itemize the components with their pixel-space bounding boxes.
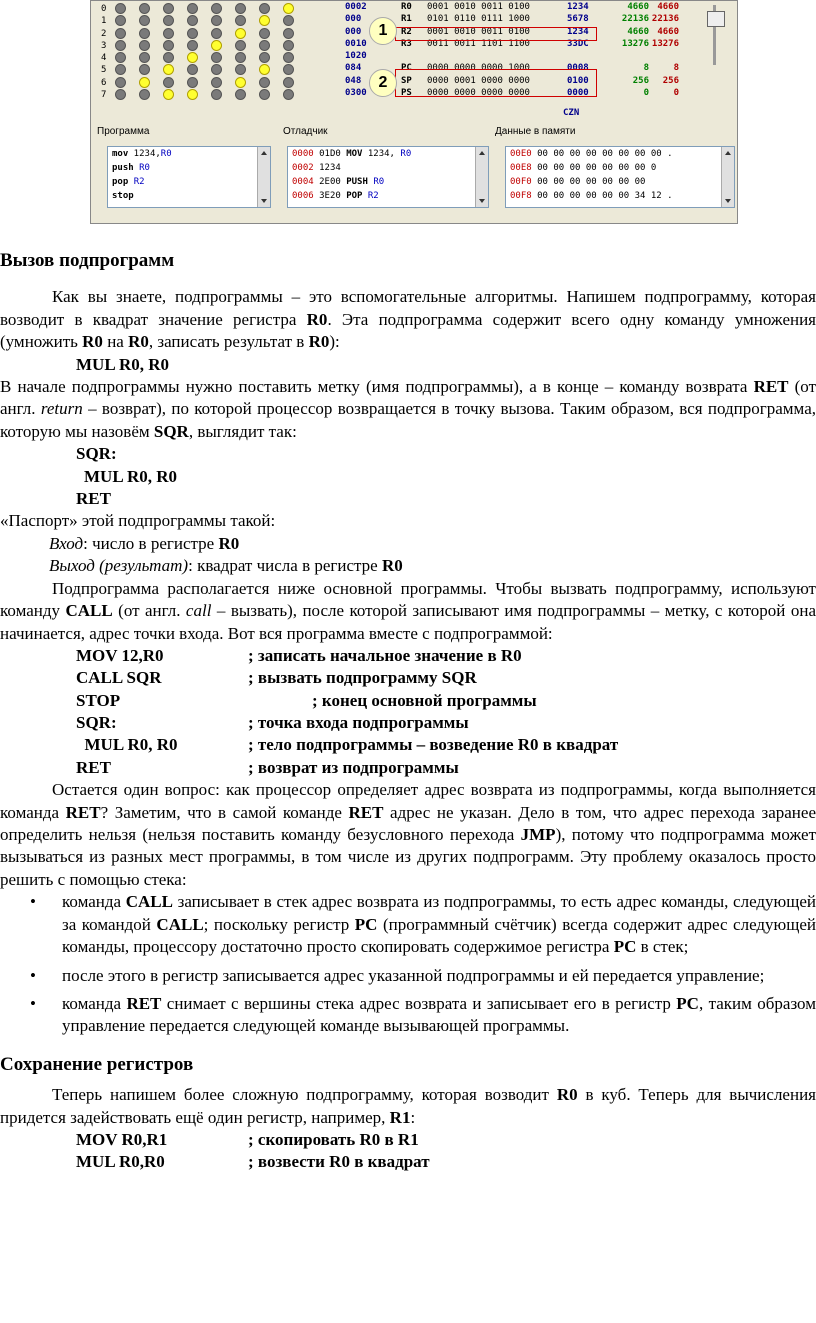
paragraph-5: Остается один вопрос: как процессор определяет адрес возврата из подпрограммы, когда выполняется команда RET? Заметим, что в самой команде RET адрес не указан. Дело в том, что адрес перехода заранее определить нельзя (нельзя поставить команду безусловного перехода JMP), потому что подпрограмма может вызываться из разных мест программы, в том числе из других подпрограмм. Эту проблему оказалось просто решить с помощью стека: — [0, 780, 816, 889]
memory-row-address: 00E8 — [510, 163, 532, 173]
memory-bytes: 00 00 00 00 00 00 00 0 — [531, 163, 657, 173]
led — [235, 28, 246, 39]
memory-address: 0010 — [345, 38, 367, 49]
debugger-scrollbar[interactable] — [475, 147, 488, 207]
led — [163, 40, 174, 51]
register-operand: R0 — [160, 149, 172, 159]
register-signed: 8 — [673, 63, 679, 74]
listing-instruction: SQR: — [76, 713, 117, 733]
led — [139, 89, 150, 100]
led — [139, 15, 150, 26]
led — [259, 40, 270, 51]
bullet-item — [0, 993, 816, 1038]
register-binary: 0000 0000 0000 0000 — [427, 88, 530, 99]
badge-2: 2 — [369, 69, 397, 97]
machine-code: 1234 — [313, 163, 341, 173]
led — [259, 28, 270, 39]
memory-bytes: 00 00 00 00 00 00 00 00 . — [531, 149, 673, 159]
led — [187, 52, 198, 63]
led — [235, 40, 246, 51]
led — [259, 89, 270, 100]
register-signed: 4660 — [657, 26, 679, 37]
code-line-sqr: SQR: — [76, 444, 117, 464]
led-row — [101, 77, 305, 89]
led — [259, 64, 270, 75]
debugger-label: Отладчик — [283, 126, 328, 137]
led — [163, 64, 174, 75]
program-line — [108, 161, 270, 175]
debugger-line — [288, 175, 488, 189]
bullet-list — [0, 891, 816, 1037]
register-binary: 0001 0010 0011 0100 — [427, 26, 530, 37]
bullet-text: команда — [62, 993, 127, 1013]
heading-save-registers: Сохранение регистров — [0, 1053, 194, 1075]
listing-instruction: RET — [76, 757, 111, 777]
memory-bytes: 00 00 00 00 00 00 34 12 . — [531, 191, 673, 201]
program-scrollbar[interactable] — [257, 147, 270, 207]
highlight-r2 — [395, 27, 597, 41]
register-operand: R0 — [139, 163, 150, 173]
led-row — [101, 89, 305, 101]
memory-line — [506, 175, 734, 189]
machine-code: 2E00 — [313, 177, 347, 187]
memory-line — [506, 147, 734, 161]
highlight-pc-sp — [395, 69, 597, 97]
led-row-number: 0 — [101, 4, 107, 14]
register-hex: 1234 — [567, 26, 589, 37]
led-row — [101, 40, 305, 52]
flags-label: CZN — [563, 108, 580, 118]
simulator-window — [90, 0, 738, 224]
led-row — [101, 64, 305, 76]
badge-1: 1 — [369, 17, 397, 45]
register-name: R2 — [401, 26, 412, 37]
led-row-number: 2 — [101, 28, 107, 39]
led — [283, 89, 294, 100]
heading-subroutines: Вызов подпрограмм — [0, 250, 175, 271]
led-row — [101, 28, 305, 40]
program-label: Программа — [97, 126, 150, 137]
debugger-line — [288, 147, 488, 161]
led — [283, 3, 294, 14]
listing-comment: ; возврат из подпрограммы — [248, 757, 459, 777]
register-signed: 256 — [662, 75, 679, 86]
code-line-mul: MUL R0, R0 — [76, 354, 170, 374]
paragraph-2: В начале подпрограммы нужно поставить метку (имя подпрограммы), а в конце – команду возврата RET (от англ. return – возврат), по которой процессор возвращается в точку вызова. Таким образом, вся подпрограмма, которую мы назовём SQR, выглядит так: — [0, 377, 816, 441]
memory-row-address: 00F0 — [510, 177, 532, 187]
register-hex: 33DC — [567, 38, 589, 49]
led-row-number: 4 — [101, 53, 107, 64]
led — [163, 52, 174, 63]
led — [283, 28, 294, 39]
register-decimal: 256 — [632, 75, 649, 86]
bullet-text: , таким образом управление передается следующей команде вызывающей программы. — [62, 993, 816, 1036]
bullet-text: ; поскольку регистр — [203, 914, 355, 934]
memory-scrollbar[interactable] — [721, 147, 734, 207]
slider-thumb[interactable] — [707, 11, 725, 27]
bullet-text: CALL — [156, 914, 204, 934]
led — [139, 28, 150, 39]
instruction: mov — [112, 149, 129, 159]
led — [211, 52, 222, 63]
input-spec: Вход: число в регистре R0 — [49, 533, 240, 553]
led — [211, 3, 222, 14]
register-decimal: 8 — [643, 63, 649, 74]
led — [283, 64, 294, 75]
led — [187, 40, 198, 51]
led — [259, 3, 270, 14]
led — [235, 15, 246, 26]
debugger-pane[interactable] — [287, 146, 489, 208]
led — [211, 28, 222, 39]
bullet-icon: • — [30, 965, 36, 985]
memory-bytes: 00 00 00 00 00 00 00 — [531, 177, 646, 187]
debug-address: 0004 — [292, 177, 314, 187]
operand: 1234, — [128, 149, 161, 159]
machine-code: 3E20 — [313, 191, 347, 201]
speed-slider[interactable] — [705, 5, 725, 65]
led — [211, 15, 222, 26]
led-row — [101, 3, 305, 15]
mnemonic: PUSH — [346, 177, 368, 187]
debug-address: 0000 — [292, 149, 314, 159]
instruction: stop — [112, 191, 134, 201]
led — [139, 3, 150, 14]
memory-address: 0300 — [345, 88, 367, 99]
led — [115, 3, 126, 14]
led — [211, 64, 222, 75]
program-listing-1 — [0, 645, 816, 779]
register-decimal: 4660 — [627, 26, 649, 37]
memory-address: 000 — [345, 14, 362, 25]
memory-pane[interactable] — [505, 146, 735, 208]
program-editor[interactable] — [107, 146, 271, 208]
led — [187, 64, 198, 75]
led — [139, 64, 150, 75]
led — [211, 89, 222, 100]
memory-row-address: 00F8 — [510, 191, 532, 201]
register-signed: 22136 — [651, 14, 679, 25]
led — [115, 89, 126, 100]
listing-instruction: STOP — [76, 690, 121, 710]
register-signed: 13276 — [651, 38, 679, 49]
memory-row-address: 00E0 — [510, 149, 532, 159]
led — [235, 77, 246, 88]
bullet-icon: • — [30, 993, 36, 1013]
listing-row — [76, 690, 816, 712]
led — [163, 28, 174, 39]
memory-label: Данные в памяти — [495, 126, 576, 137]
program-line — [108, 175, 270, 189]
code-line-mul2: MUL R0, R0 — [84, 466, 178, 486]
register-decimal: 13276 — [621, 38, 649, 49]
led-row-number: 5 — [101, 65, 107, 76]
machine-code: 01D0 — [313, 149, 347, 159]
led — [163, 77, 174, 88]
led — [187, 77, 198, 88]
led — [115, 52, 126, 63]
mnemonic: MOV — [346, 149, 363, 159]
led — [235, 64, 246, 75]
led — [187, 28, 198, 39]
register-name: R3 — [401, 38, 412, 49]
bullet-text: CALL — [125, 892, 173, 912]
listing-instruction: MOV 12,R0 — [76, 645, 164, 665]
register-hex: 5678 — [567, 14, 589, 25]
bullet-item — [0, 891, 816, 958]
listing-row — [76, 712, 816, 734]
operand: 1234, — [362, 149, 401, 159]
register-name: R0 — [401, 2, 412, 12]
bullet-item — [0, 965, 816, 987]
register-binary: 0101 0110 0111 1000 — [427, 14, 530, 25]
memory-line — [506, 189, 734, 203]
led-row-number: 6 — [101, 77, 107, 88]
listing-comment: ; конец основной программы — [312, 690, 537, 710]
memory-address: 000 — [345, 26, 362, 37]
debug-address: 0006 — [292, 191, 314, 201]
led-row — [101, 52, 305, 64]
register-binary: 0000 0000 0000 1000 — [427, 63, 530, 74]
bullet-text: RET — [126, 993, 162, 1013]
listing-row — [76, 757, 816, 779]
bullet-text: в стек; — [636, 937, 689, 957]
bullet-text: (программный счётчик) всегда содержит адрес следующей команды, процессору достаточно просто скопировать содержимое регистра — [62, 914, 816, 957]
register-hex: 0000 — [567, 88, 589, 99]
register-binary: 0000 0001 0000 0000 — [427, 75, 530, 86]
led-row-number: 1 — [101, 16, 107, 27]
document-body — [0, 250, 816, 1174]
led-row-number: 3 — [101, 40, 107, 51]
led — [235, 52, 246, 63]
led — [235, 89, 246, 100]
memory-line — [506, 161, 734, 175]
bullet-text: PC — [613, 937, 637, 957]
bullet-text: PC — [354, 914, 378, 934]
register-binary: 0001 0010 0011 0100 — [427, 2, 530, 12]
debug-address: 0002 — [292, 163, 314, 173]
led — [115, 28, 126, 39]
listing-comment: ; записать начальное значение в R0 — [248, 645, 522, 665]
listing-instruction: MOV R0,R1 — [76, 1129, 168, 1149]
instruction: pop — [112, 177, 129, 187]
bullet-text: PC — [676, 993, 699, 1013]
debugger-line — [288, 161, 488, 175]
listing-row — [76, 734, 816, 756]
listing-comment: ; скопировать R0 в R1 — [248, 1129, 419, 1149]
memory-address: 1020 — [345, 51, 367, 62]
led — [211, 40, 222, 51]
bullet-text: после этого в регистр записывается адрес указанной подпрограммы и ей передается управление; — [62, 965, 765, 985]
led — [187, 89, 198, 100]
register-name: SP — [401, 75, 412, 86]
register-signed: 0 — [673, 88, 679, 99]
register-name: R1 — [401, 14, 412, 25]
listing-row — [76, 667, 816, 689]
bullet-text: команда — [62, 892, 126, 912]
paragraph-1: Как вы знаете, подпрограммы – это вспомогательные алгоритмы. Напишем подпрограмму, которая возводит в квадрат значение регистра R0. Эта подпрограмма содержит всего одну команду умножения (умножить R0 на R0, записать результат в R0): — [0, 287, 816, 352]
mnemonic: POP — [346, 191, 363, 201]
listing-row — [76, 645, 816, 667]
led — [115, 77, 126, 88]
paragraph-4: Подпрограмма располагается ниже основной программы. Чтобы вызвать подпрограмму, используют команду CALL (от англ. call – вызвать), после которой записывают имя подпрограммы – метку, с которой она начинается, адрес точки входа. Вот вся программа вместе с подпрограммой: — [0, 578, 816, 643]
program-line — [108, 189, 270, 203]
led — [235, 3, 246, 14]
led — [187, 3, 198, 14]
led — [283, 15, 294, 26]
led — [115, 40, 126, 51]
program-listing-2 — [0, 1129, 816, 1174]
register-name: PC — [401, 63, 412, 74]
listing-row — [76, 1151, 816, 1173]
led — [259, 77, 270, 88]
code-line-ret: RET — [76, 489, 111, 509]
register-decimal: 4660 — [627, 2, 649, 12]
led — [259, 52, 270, 63]
listing-instruction: MUL R0,R0 — [76, 1152, 165, 1172]
register-operand: R2 — [133, 177, 145, 187]
led — [139, 40, 150, 51]
register-hex: 1234 — [567, 2, 589, 12]
bullet-text: снимает с вершины стека адрес возврата и записывает его в регистр — [161, 993, 677, 1013]
debugger-line — [288, 189, 488, 203]
memory-address: 048 — [345, 75, 362, 86]
memory-address: 0002 — [345, 2, 367, 12]
led-row-number: 7 — [101, 90, 107, 101]
register-hex: 0008 — [567, 63, 589, 74]
bullet-text: записывает в стек адрес возврата из подпрограммы, то есть адрес команды, следующей за командой — [62, 892, 816, 934]
register-decimal: 0 — [643, 88, 649, 99]
listing-instruction: CALL SQR — [76, 668, 162, 688]
listing-comment: ; тело подпрограммы – возведение R0 в квадрат — [248, 735, 619, 755]
bullet-icon: • — [30, 892, 36, 912]
led — [163, 15, 174, 26]
register-operand: R0 — [373, 177, 385, 187]
register-operand: R0 — [400, 149, 412, 159]
led — [139, 52, 150, 63]
listing-instruction: MUL R0, R0 — [76, 735, 178, 755]
led — [163, 3, 174, 14]
led — [211, 77, 222, 88]
listing-comment: ; вызвать подпрограмму SQR — [248, 668, 477, 688]
output-spec: Выход (результат): квадрат числа в регистре R0 — [49, 556, 403, 576]
led — [163, 89, 174, 100]
led — [139, 77, 150, 88]
instruction: push — [112, 163, 134, 173]
register-signed: 4660 — [657, 2, 679, 12]
register-hex: 0100 — [567, 75, 589, 86]
paragraph-passport: «Паспорт» этой подпрограммы такой: — [0, 511, 276, 531]
register-decimal: 22136 — [621, 14, 649, 25]
listing-row — [76, 1129, 816, 1151]
led — [115, 64, 126, 75]
listing-comment: ; возвести R0 в квадрат — [248, 1152, 430, 1172]
led — [187, 15, 198, 26]
led — [283, 52, 294, 63]
led — [115, 15, 126, 26]
register-operand: R2 — [367, 191, 379, 201]
led — [283, 40, 294, 51]
led-matrix — [101, 3, 305, 101]
led — [259, 15, 270, 26]
program-line — [108, 147, 270, 161]
led — [283, 77, 294, 88]
listing-comment: ; точка входа подпрограммы — [248, 713, 469, 733]
paragraph-6: Теперь напишем более сложную подпрограмму, которая возводит R0 в куб. Теперь для вычисления придется задействовать ещё один регистр, например, R1: — [0, 1085, 816, 1127]
led-row — [101, 15, 305, 27]
memory-address: 084 — [345, 63, 362, 74]
register-name: PS — [401, 88, 412, 99]
register-binary: 0011 0011 1101 1100 — [427, 38, 530, 49]
